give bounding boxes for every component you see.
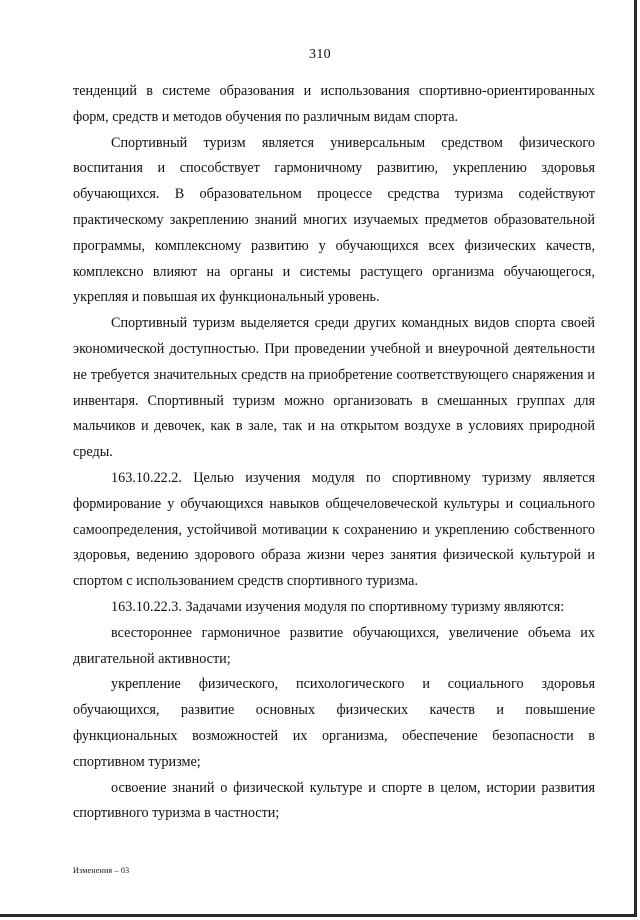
page-number: 310: [309, 47, 331, 62]
list-item-knowledge-acquisition: освоение знаний о физической культуре и спорте в целом, истории развития спортивного туризма в частности;: [73, 779, 595, 822]
paragraph-continuation: тенденций в системе образования и использования спортивно-ориентированных форм, средств и методов обучения по различным видам спорта.: [73, 83, 595, 125]
list-item-harmonious-development: всестороннее гармоничное развитие обучающихся, увеличение объема их двигательной активности;: [73, 624, 595, 667]
paragraph-economic-accessibility: Спортивный туризм выделяется среди других командных видов спорта своей экономической доступностью. При проведении учебной и внеурочной деятельности не требуется значительных средств на приобретение соответствующего снаряжения и инвентаря. Спортивный туризм можно организовать в смешанных группах для мальчиков и девочек, как в зале, так и на открытом воздухе в условиях природной среды.: [73, 315, 595, 461]
paragraph-sport-tourism-universal: Спортивный туризм является универсальным средством физического воспитания и способствует гармоничному развитию, укреплению здоровья обучающихся. В образовательном процессе средства туризма содействуют практическому закреплению знаний многих изучаемых предметов образовательной программы, комплексному развитию у обучающихся всех физических качеств, комплексно влияют на органы и системы растущего организма обучающегося, укрепляя и повышая их функциональный уровень.: [73, 134, 595, 306]
document-body: [73, 79, 595, 827]
paragraph-module-tasks-heading: 163.10.22.3. Задачами изучения модуля по спортивному туризму являются:: [111, 598, 565, 615]
list-item-health-strengthening: укрепление физического, психологического и социального здоровья обучающихся, развитие основных физических качеств и повышение функциональных возможностей их организма, обеспечение безопасности в спортивном туризме;: [73, 676, 595, 770]
paragraph-module-goal: 163.10.22.2. Целью изучения модуля по спортивному туризму является формирование у обучающихся навыков общечеловеческой культуры и социального самоопределения, устойчивой мотивации к сохранению и укреплению собственного здоровья, ведению здорового образа жизни через занятия физической культурой и спортом с использованием средств спортивного туризма.: [73, 469, 595, 590]
footer-revision-note: Изменения – 03: [73, 866, 130, 875]
